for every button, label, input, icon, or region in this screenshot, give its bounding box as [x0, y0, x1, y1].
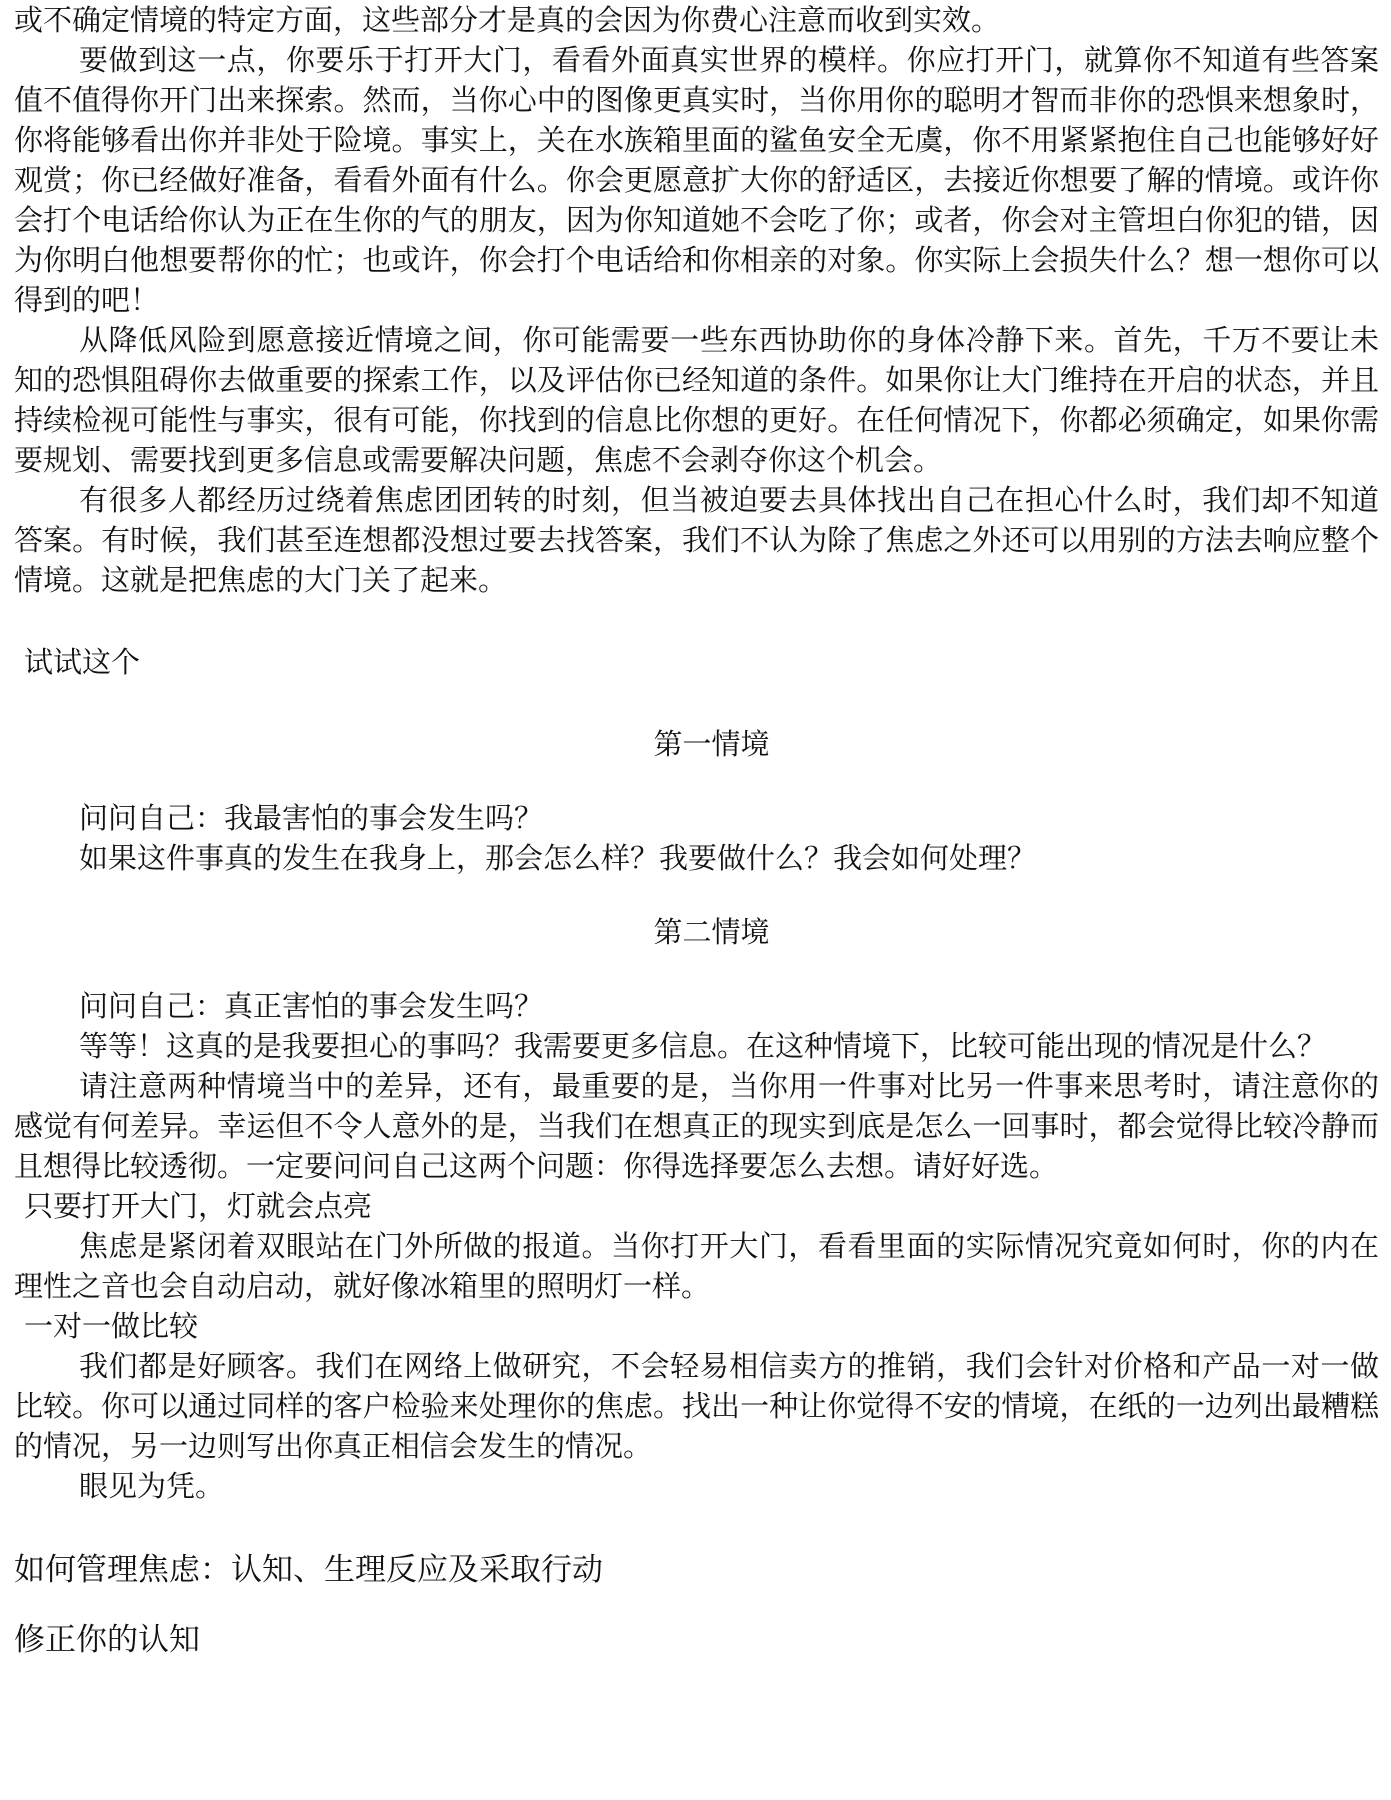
scenario-one-question-1: 问问自己：我最害怕的事会发生吗？ [79, 801, 544, 835]
section-title: 如何管理焦虑：认知、生理反应及采取行动 [14, 1552, 603, 1588]
paragraph-anxiety-loop: 有很多人都经历过绕着焦虑团团转的时刻，但当被迫要去具体找出自己在担心什么时，我们却不知道答案。有时候，我们甚至连想都没想过要去找答案，我们不认为除了焦虑之外还可以用别的方法去响应整个情境。这就是把焦虑的大门关了起来。 [14, 483, 1379, 597]
subsection-title: 修正你的认知 [14, 1622, 200, 1658]
paragraph-continuation: 或不确定情境的特定方面，这些部分才是真的会因为你费心注意而收到实效。 [14, 3, 1001, 37]
document-page [14, 0, 1379, 1662]
try-this-heading: 试试这个 [24, 645, 141, 679]
paragraph-good-customers: 我们都是好顾客。我们在网络上做研究，不会轻易相信卖方的推销，我们会针对价格和产品一对一做比较。你可以通过同样的客户检验来处理你的焦虑。找出一种让你觉得不安的情境，在纸的一边列出最糟糕的情况，另一边则写出你真正相信会发生的情况。 [14, 1349, 1379, 1463]
subheading-one-on-one: 一对一做比较 [24, 1309, 199, 1343]
paragraph-calm-body: 从降低风险到愿意接近情境之间，你可能需要一些东西协助你的身体冷静下来。首先，千万不要让未知的恐惧阻碍你去做重要的探索工作，以及评估你已经知道的条件。如果你让大门维持在开启的状态，并且持续检视可能性与事实，很有可能，你找到的信息比你想的更好。在任何情况下，你都必须确定，如果你需要规划、需要找到更多信息或需要解决问题，焦虑不会剥夺你这个机会。 [14, 323, 1379, 477]
subheading-open-door-light: 只要打开大门，灯就会点亮 [24, 1189, 373, 1223]
scenario-two-question-2: 等等！这真的是我要担心的事吗？我需要更多信息。在这种情境下，比较可能出现的情况是什么？ [79, 1029, 1327, 1063]
scenario-two-question-1: 问问自己：真正害怕的事会发生吗？ [79, 989, 544, 1023]
paragraph-open-door: 要做到这一点，你要乐于打开大门，看看外面真实世界的模样。你应打开门，就算你不知道有些答案值不值得你开门出来探索。然而，当你心中的图像更真实时，当你用你的聪明才智而非你的恐惧来想象时，你将能够看出你并非处于险境。事实上，关在水族箱里面的鲨鱼安全无虞，你不用紧紧抱住自己也能够好好观赏；你已经做好准备，看看外面有什么。你会更愿意扩大你的舒适区，去接近你想要了解的情境。或许你会打个电话给你认为正在生你的气的朋友，因为你知道她不会吃了你；或者，你会对主管坦白你犯的错，因为你明白他想要帮你的忙；也或许，你会打个电话给和你相亲的对象。你实际上会损失什么？想一想你可以得到的吧！ [14, 43, 1379, 317]
paragraph-compare-scenarios: 请注意两种情境当中的差异，还有，最重要的是，当你用一件事对比另一件事来思考时，请注意你的感觉有何差异。幸运但不令人意外的是，当我们在想真正的现实到底是怎么一回事时，都会觉得比较冷静而且想得比较透彻。一定要问问自己这两个问题：你得选择要怎么去想。请好好选。 [14, 1069, 1379, 1183]
paragraph-seeing-is-believing: 眼见为凭。 [79, 1469, 225, 1503]
scenario-one-title: 第一情境 [653, 727, 770, 761]
scenario-two-title: 第二情境 [653, 915, 770, 949]
scenario-one-question-2: 如果这件事真的发生在我身上，那会怎么样？我要做什么？我会如何处理？ [79, 841, 1037, 875]
paragraph-inner-voice: 焦虑是紧闭着双眼站在门外所做的报道。当你打开大门，看看里面的实际情况究竟如何时，你的内在理性之音也会自动启动，就好像冰箱里的照明灯一样。 [14, 1229, 1379, 1303]
